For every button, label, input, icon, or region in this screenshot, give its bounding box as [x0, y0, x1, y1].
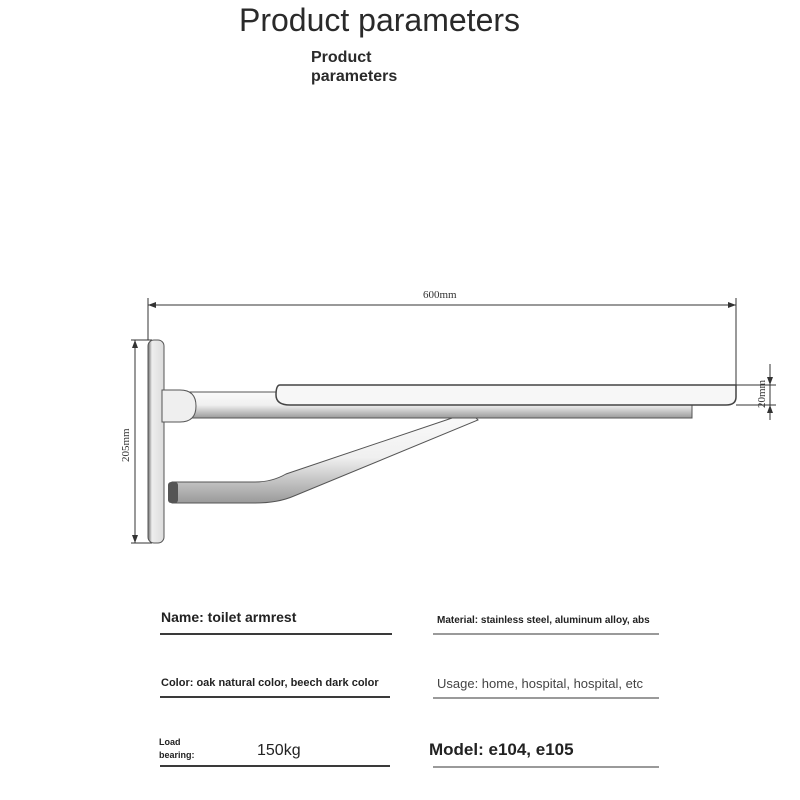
param-model: Model: e104, e105	[429, 740, 574, 759]
armrest-pad	[276, 385, 736, 405]
thickness-dimension	[736, 364, 776, 420]
length-dimension	[148, 289, 736, 386]
param-color: Color: oak natural color, beech dark color	[161, 677, 379, 689]
param-material: Material: stainless steel, aluminum alloy, abs	[437, 615, 650, 626]
param-load-underline	[160, 765, 390, 767]
param-load-value: 150kg	[257, 742, 301, 759]
support-tube-cap	[168, 482, 178, 503]
page-title: Product parameters	[239, 2, 521, 38]
thickness-dimension-label: 20mm	[756, 379, 768, 408]
height-dimension-label: 205mm	[120, 428, 132, 462]
support-tube	[172, 412, 478, 503]
height-dimension	[120, 340, 152, 543]
wall-plate	[148, 340, 164, 543]
hinge-block	[162, 390, 196, 422]
param-name: Name: toilet armrest	[161, 609, 297, 625]
param-model-underline	[433, 766, 659, 768]
param-load-label-line2: bearing:	[159, 750, 195, 760]
param-usage: Usage: home, hospital, hospital, etc	[437, 676, 643, 691]
length-dimension-label: 600mm	[423, 289, 457, 301]
param-color-underline	[160, 696, 390, 698]
param-material-underline	[433, 633, 659, 635]
param-name-underline	[160, 633, 392, 635]
page-subtitle: Product parameters	[311, 49, 398, 85]
param-usage-underline	[433, 697, 659, 699]
param-load-label-line1: Load	[159, 737, 181, 747]
param-load-label	[159, 736, 195, 762]
